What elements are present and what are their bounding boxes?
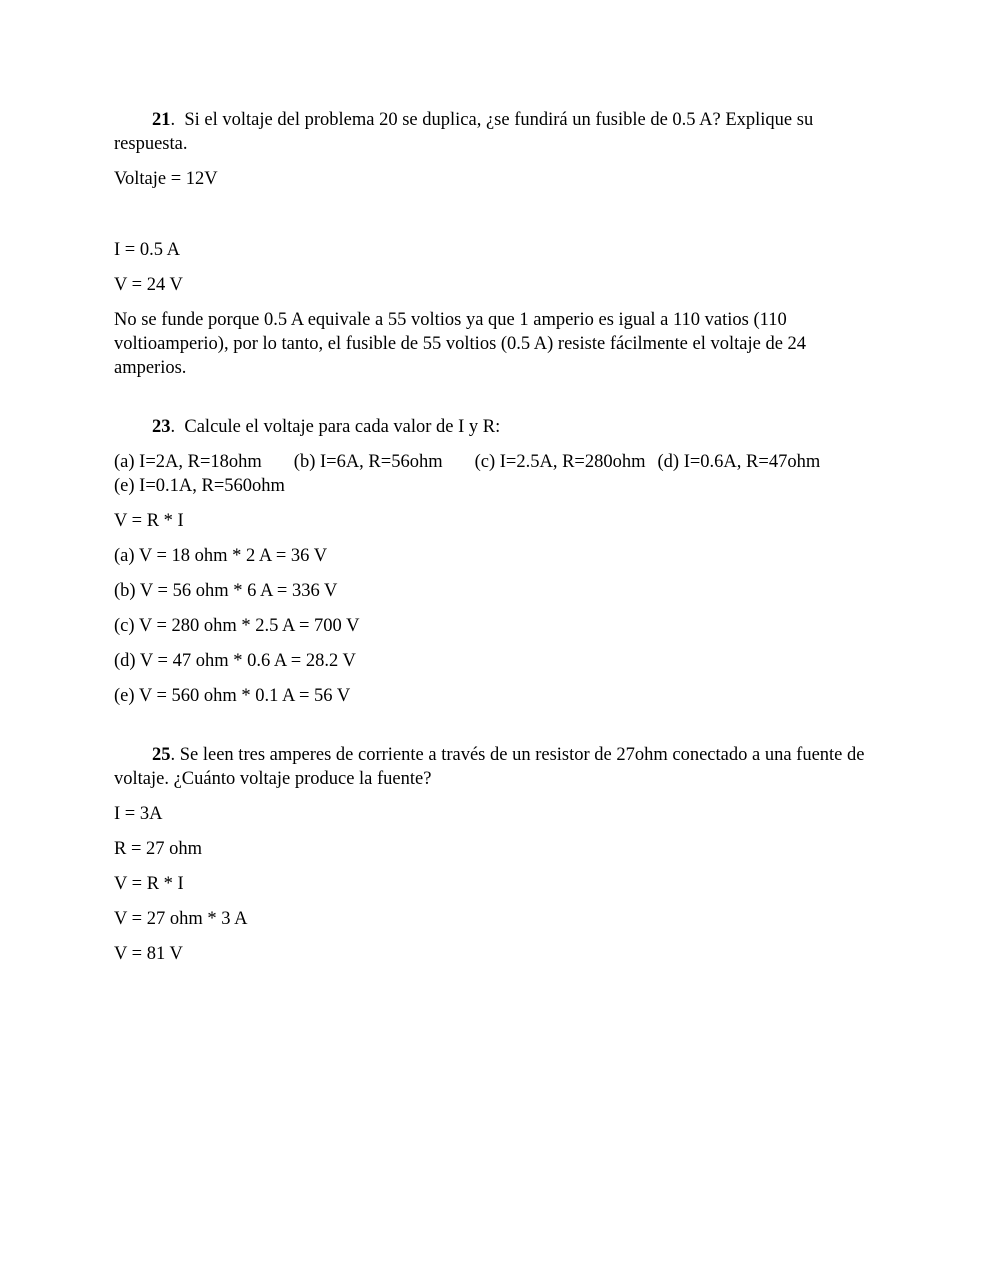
problem-21-number-suffix: . [170, 110, 176, 130]
problem-21-statement: Si el voltaje del problema 20 se duplica, ¿se fundirá un fusible de 0.5 A? Explique su respuesta. [114, 110, 818, 154]
problem-25-block [114, 743, 878, 966]
problem-23-block [114, 415, 878, 708]
section-gap-23-25 [114, 719, 878, 743]
problem-25-statement: Se leen tres amperes de corriente a través de un resistor de 27ohm conectado a una fuente de voltaje. ¿Cuánto voltaje produce la fuente? [114, 745, 870, 789]
problem-21-line-1: Voltaje = 12V [114, 169, 218, 189]
problem-21-line-2: I = 0.5 A [114, 240, 180, 260]
problem-23-given-list [114, 450, 878, 498]
problem-25-line-5: V = 81 V [114, 944, 183, 964]
problem-23-number: 23 [152, 417, 171, 437]
document-body [114, 108, 878, 977]
section-gap-21-23 [114, 391, 878, 415]
given-item-d: (d) I=0.6A, R=47ohm [657, 452, 821, 472]
problem-25-line-3: V = R * I [114, 874, 184, 894]
problem-23-number-suffix: . [170, 417, 176, 437]
problem-23-formula: V = R * I [114, 511, 184, 531]
problem-25-heading [114, 743, 878, 791]
problem-23-solution-d: (d) V = 47 ohm * 0.6 A = 28.2 V [114, 651, 356, 671]
problem-25-line-4: V = 27 ohm * 3 A [114, 909, 248, 929]
given-item-b: (b) I=6A, R=56ohm [293, 452, 443, 472]
problem-23-solution-c: (c) V = 280 ohm * 2.5 A = 700 V [114, 616, 360, 636]
problem-23-solution-a: (a) V = 18 ohm * 2 A = 36 V [114, 546, 328, 566]
problem-25-number: 25 [152, 745, 171, 765]
problem-21-heading [114, 108, 878, 156]
problem-21-line-3: V = 24 V [114, 275, 183, 295]
problem-25-number-suffix: . [170, 745, 176, 765]
problem-25-line-1: I = 3A [114, 804, 163, 824]
problem-21-number: 21 [152, 110, 171, 130]
given-item-c: (c) I=2.5A, R=280ohm [474, 452, 646, 472]
problem-21-explanation: No se funde porque 0.5 A equivale a 55 voltios ya que 1 amperio es igual a 110 vatios (110 voltioamperio), por lo tanto, el fusible de 55 voltios (0.5 A) resiste fácilmente el voltaje de 24 amperios. [114, 310, 811, 378]
problem-23-statement: Calcule el voltaje para cada valor de I y R: [175, 417, 501, 437]
problem-21-blank-line [114, 202, 878, 238]
problem-21-block [114, 108, 878, 380]
problem-23-heading [114, 415, 878, 439]
problem-23-solution-e: (e) V = 560 ohm * 0.1 A = 56 V [114, 686, 351, 706]
problem-23-solution-b: (b) V = 56 ohm * 6 A = 336 V [114, 581, 338, 601]
problem-25-line-2: R = 27 ohm [114, 839, 203, 859]
given-item-e: (e) I=0.1A, R=560ohm [114, 476, 285, 496]
given-item-a: (a) I=2A, R=18ohm [114, 452, 262, 472]
